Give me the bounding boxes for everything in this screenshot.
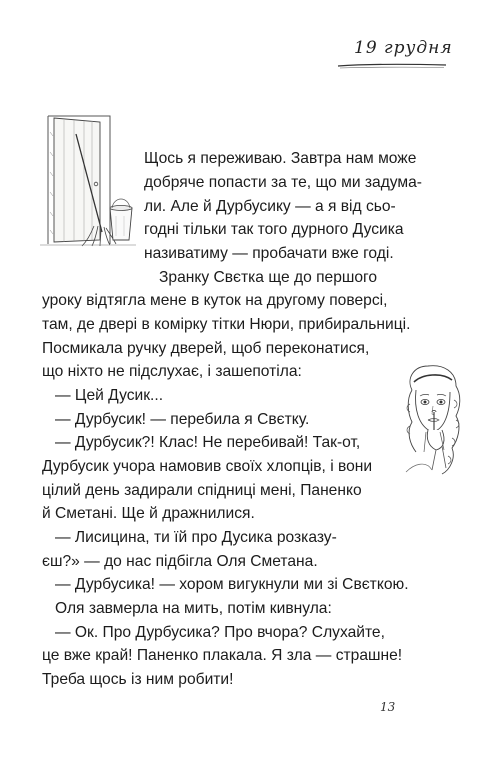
text-line: Посмикала ручку дверей, щоб переконатися, — [42, 340, 370, 357]
text-line: — Ок. Про Дурбусика? Про вчора? Слухайте, — [55, 624, 385, 641]
text-line: єш?» — до нас підбігла Оля Сметана. — [42, 553, 318, 570]
text-line: — Дурбусик?! Клас! Не перебивай! Так-от, — [55, 434, 361, 451]
text-line: ли. Але й Дурбусику — а я від сьо- — [144, 198, 396, 215]
text-line: годні тільки так того дурного Дусика — [144, 221, 404, 238]
date-underline — [336, 60, 448, 70]
mop-bucket-door-sketch — [40, 112, 136, 248]
text-line: й Сметані. Ще й дражнилися. — [42, 505, 255, 522]
text-line: — Цей Дусик... — [55, 387, 164, 404]
text-line: Оля завмерла на мить, потім кивнула: — [55, 600, 332, 617]
text-line: — Дурбусика! — хором вигукнули ми зі Свєткою. — [55, 576, 409, 593]
girl-shushing-sketch — [392, 360, 476, 520]
text-line: цілий день задирали спідниці мені, Паненко — [42, 482, 362, 499]
text-line: називатиму — пробачати вже годі. — [144, 245, 394, 262]
text-line: Зранку Свєтка ще до першого — [159, 269, 378, 286]
text-line: це вже край! Паненко плакала. Я зла — страшне! — [42, 647, 403, 664]
text-line: — Дурбусик! — перебила я Свєтку. — [55, 411, 310, 428]
date-header — [336, 36, 453, 72]
text-line: уроку відтягла мене в куток на другому поверсі, — [42, 292, 388, 309]
text-line: — Лисицина, ти їй про Дусика розказу- — [55, 529, 337, 546]
text-line: Дурбусик учора намовив своїх хлопців, і вони — [42, 458, 373, 475]
date-text: 19 грудня — [354, 38, 453, 58]
text-line: що ніхто не підслухає, і зашепотіла: — [42, 363, 302, 380]
text-line: там, де двері в комірку тітки Нюри, прибиральниці. — [42, 316, 411, 333]
page-number: 13 — [380, 700, 396, 714]
text-line: добряче попасти за те, що ми задума- — [144, 174, 422, 191]
text-line: Треба щось із ним робити! — [42, 671, 234, 688]
text-line: Щось я переживаю. Завтра нам може — [144, 150, 417, 167]
